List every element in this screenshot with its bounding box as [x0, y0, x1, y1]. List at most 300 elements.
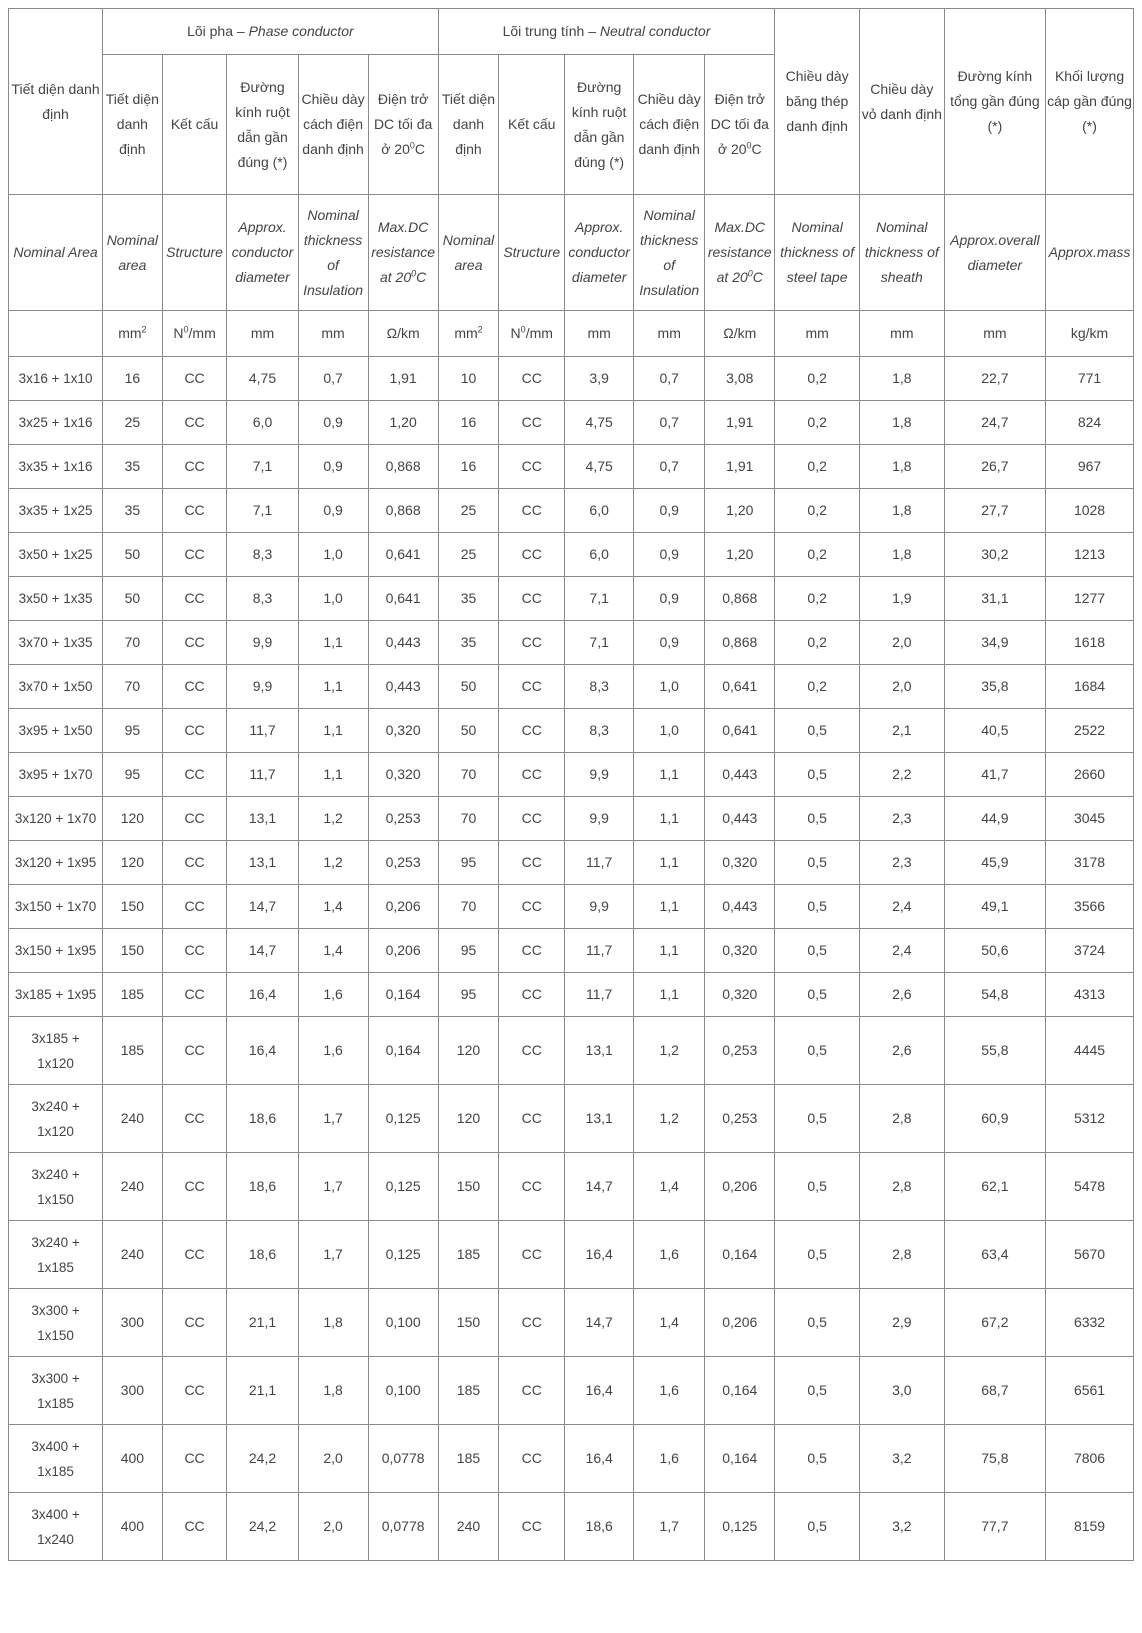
unit-steel-tape: mm: [775, 311, 860, 357]
table-row: [9, 401, 1134, 445]
sheath-cell: 1,9: [859, 577, 944, 621]
nominal-area-cell: 3x25 + 1x16: [9, 401, 103, 445]
phase-insulation-cell: 1,1: [298, 753, 368, 797]
neutral-diameter-cell: 16,4: [565, 1425, 634, 1493]
steel-tape-header-en: Nominal thickness of steel tape: [775, 195, 860, 311]
phase-area-cell: 300: [103, 1357, 163, 1425]
phase-insulation-cell: 0,7: [298, 357, 368, 401]
overall-diameter-cell: 67,2: [944, 1289, 1045, 1357]
neutral-resistance-cell: 0,206: [705, 1153, 775, 1221]
phase-diameter-cell: 24,2: [227, 1425, 298, 1493]
table-row: [9, 1085, 1134, 1153]
table-row: [9, 797, 1134, 841]
neutral-area-cell: 95: [438, 929, 499, 973]
phase-structure-cell: CC: [162, 753, 227, 797]
neutral-insulation-cell: 1,0: [634, 709, 705, 753]
neutral-insulation-cell: 0,9: [634, 577, 705, 621]
steel-tape-cell: 0,5: [775, 1017, 860, 1085]
neutral-diameter-cell: 3,9: [565, 357, 634, 401]
neutral-resistance-cell: 1,91: [705, 401, 775, 445]
nominal-area-header-en: Nominal Area: [9, 195, 103, 311]
neutral-insulation-cell: 1,4: [634, 1153, 705, 1221]
sheath-cell: 3,0: [859, 1357, 944, 1425]
nominal-area-cell: 3x16 + 1x10: [9, 357, 103, 401]
unit-mass: kg/km: [1046, 311, 1134, 357]
overall-diameter-cell: 22,7: [944, 357, 1045, 401]
neutral-structure-cell: CC: [499, 1221, 565, 1289]
mass-cell: 3724: [1046, 929, 1134, 973]
mass-cell: 1277: [1046, 577, 1134, 621]
overall-diameter-cell: 34,9: [944, 621, 1045, 665]
phase-structure-cell: CC: [162, 1425, 227, 1493]
phase-group-label-en: Phase conductor: [248, 23, 354, 39]
nominal-area-cell: 3x35 + 1x25: [9, 489, 103, 533]
phase-structure-cell: CC: [162, 1493, 227, 1561]
phase-insulation-cell: 1,7: [298, 1153, 368, 1221]
nominal-area-cell: 3x120 + 1x95: [9, 841, 103, 885]
nominal-area-cell: 3x35 + 1x16: [9, 445, 103, 489]
nominal-area-cell: 3x400 + 1x240: [9, 1493, 103, 1561]
phase-area-cell: 120: [103, 841, 163, 885]
phase-diameter-cell: 11,7: [227, 753, 298, 797]
mass-header-en: Approx.mass: [1046, 195, 1134, 311]
steel-tape-cell: 0,5: [775, 1153, 860, 1221]
table-row: [9, 1493, 1134, 1561]
nominal-area-cell: 3x185 + 1x120: [9, 1017, 103, 1085]
phase-diameter-cell: 18,6: [227, 1085, 298, 1153]
phase-area-header-en: Nominal area: [103, 195, 163, 311]
neutral-diameter-cell: 9,9: [565, 753, 634, 797]
phase-area-cell: 120: [103, 797, 163, 841]
phase-insulation-cell: 1,4: [298, 929, 368, 973]
table-body: [9, 357, 1134, 1561]
neutral-diameter-cell: 13,1: [565, 1085, 634, 1153]
neutral-diameter-cell: 8,3: [565, 709, 634, 753]
neutral-structure-cell: CC: [499, 577, 565, 621]
sheath-cell: 2,8: [859, 1221, 944, 1289]
unit-phase-insulation: mm: [298, 311, 368, 357]
phase-area-cell: 240: [103, 1221, 163, 1289]
neutral-structure-cell: CC: [499, 929, 565, 973]
phase-diameter-cell: 8,3: [227, 577, 298, 621]
table-row: [9, 1153, 1134, 1221]
phase-insulation-cell: 1,1: [298, 709, 368, 753]
mass-cell: 5670: [1046, 1221, 1134, 1289]
neutral-area-cell: 50: [438, 709, 499, 753]
cable-spec-table: [8, 8, 1134, 1561]
overall-diameter-cell: 45,9: [944, 841, 1045, 885]
sheath-cell: 2,4: [859, 885, 944, 929]
neutral-diameter-cell: 6,0: [565, 533, 634, 577]
neutral-insulation-cell: 1,2: [634, 1017, 705, 1085]
mass-cell: 4313: [1046, 973, 1134, 1017]
mass-cell: 5312: [1046, 1085, 1134, 1153]
neutral-resistance-cell: 0,320: [705, 973, 775, 1017]
phase-insulation-cell: 1,0: [298, 533, 368, 577]
phase-resistance-cell: 0,868: [368, 445, 438, 489]
nominal-area-cell: 3x240 + 1x120: [9, 1085, 103, 1153]
unit-sheath: mm: [859, 311, 944, 357]
phase-resistance-cell: 0,164: [368, 973, 438, 1017]
phase-insulation-cell: 1,4: [298, 885, 368, 929]
neutral-insulation-cell: 1,2: [634, 1085, 705, 1153]
overall-diameter-cell: 55,8: [944, 1017, 1045, 1085]
phase-group-label-vi: Lõi pha –: [187, 23, 249, 39]
neutral-resistance-cell: 1,20: [705, 489, 775, 533]
nominal-area-cell: 3x300 + 1x150: [9, 1289, 103, 1357]
neutral-insulation-cell: 1,6: [634, 1221, 705, 1289]
overall-diameter-cell: 75,8: [944, 1425, 1045, 1493]
neutral-diameter-cell: 6,0: [565, 489, 634, 533]
neutral-resistance-cell: 0,443: [705, 797, 775, 841]
neutral-diameter-cell: 11,7: [565, 973, 634, 1017]
phase-resistance-cell: 0,868: [368, 489, 438, 533]
phase-insulation-cell: 1,7: [298, 1085, 368, 1153]
sheath-cell: 2,3: [859, 797, 944, 841]
phase-insulation-cell: 1,2: [298, 797, 368, 841]
neutral-structure-cell: CC: [499, 753, 565, 797]
neutral-insulation-cell: 0,9: [634, 533, 705, 577]
table-row: [9, 709, 1134, 753]
unit-neutral-insulation: mm: [634, 311, 705, 357]
table-row: [9, 1017, 1134, 1085]
neutral-resistance-cell: 0,253: [705, 1017, 775, 1085]
nominal-area-cell: 3x70 + 1x50: [9, 665, 103, 709]
mass-cell: 2522: [1046, 709, 1134, 753]
phase-resistance-cell: 0,125: [368, 1085, 438, 1153]
nominal-area-cell: 3x240 + 1x150: [9, 1153, 103, 1221]
phase-structure-cell: CC: [162, 1085, 227, 1153]
mass-cell: 6561: [1046, 1357, 1134, 1425]
overall-diameter-cell: 54,8: [944, 973, 1045, 1017]
table-row: [9, 621, 1134, 665]
phase-area-cell: 35: [103, 489, 163, 533]
neutral-area-cell: 185: [438, 1357, 499, 1425]
phase-insulation-cell: 0,9: [298, 445, 368, 489]
neutral-insulation-cell: 1,1: [634, 841, 705, 885]
table-row: [9, 885, 1134, 929]
table-row: [9, 1357, 1134, 1425]
phase-insulation-cell: 1,8: [298, 1357, 368, 1425]
sheath-cell: 2,0: [859, 621, 944, 665]
neutral-insulation-header-vi: Chiều dày cách điện danh định: [634, 55, 705, 195]
overall-diameter-cell: 63,4: [944, 1221, 1045, 1289]
neutral-area-cell: 185: [438, 1221, 499, 1289]
neutral-structure-cell: CC: [499, 973, 565, 1017]
overall-diameter-cell: 77,7: [944, 1493, 1045, 1561]
phase-resistance-cell: 0,443: [368, 665, 438, 709]
neutral-diameter-cell: 4,75: [565, 445, 634, 489]
overall-diameter-cell: 27,7: [944, 489, 1045, 533]
phase-diameter-cell: 14,7: [227, 885, 298, 929]
neutral-resistance-cell: 0,320: [705, 929, 775, 973]
phase-diameter-cell: 18,6: [227, 1153, 298, 1221]
phase-resistance-cell: 0,206: [368, 885, 438, 929]
phase-insulation-cell: 2,0: [298, 1493, 368, 1561]
phase-area-cell: 25: [103, 401, 163, 445]
neutral-structure-cell: CC: [499, 489, 565, 533]
overall-diameter-cell: 60,9: [944, 1085, 1045, 1153]
steel-tape-cell: 0,2: [775, 401, 860, 445]
nominal-area-header-vi: Tiết diện danh định: [9, 9, 103, 195]
phase-insulation-cell: 1,8: [298, 1289, 368, 1357]
neutral-diameter-cell: 9,9: [565, 885, 634, 929]
neutral-insulation-cell: 0,9: [634, 621, 705, 665]
phase-diameter-cell: 7,1: [227, 489, 298, 533]
phase-structure-cell: CC: [162, 401, 227, 445]
phase-structure-cell: CC: [162, 357, 227, 401]
phase-insulation-cell: 1,6: [298, 1017, 368, 1085]
phase-area-cell: 95: [103, 709, 163, 753]
steel-tape-cell: 0,5: [775, 1493, 860, 1561]
overall-diameter-cell: 50,6: [944, 929, 1045, 973]
overall-diameter-cell: 30,2: [944, 533, 1045, 577]
mass-header-vi: Khối lượng cáp gần đúng (*): [1046, 9, 1134, 195]
neutral-insulation-cell: 1,1: [634, 929, 705, 973]
steel-tape-cell: 0,5: [775, 929, 860, 973]
phase-diameter-cell: 8,3: [227, 533, 298, 577]
phase-diameter-cell: 11,7: [227, 709, 298, 753]
phase-resistance-cell: 0,125: [368, 1153, 438, 1221]
neutral-resistance-cell: 0,164: [705, 1357, 775, 1425]
neutral-insulation-cell: 0,7: [634, 357, 705, 401]
phase-insulation-cell: 1,7: [298, 1221, 368, 1289]
neutral-structure-cell: CC: [499, 797, 565, 841]
phase-resistance-cell: 0,100: [368, 1357, 438, 1425]
neutral-structure-cell: CC: [499, 665, 565, 709]
phase-resistance-cell: 0,100: [368, 1289, 438, 1357]
phase-insulation-cell: 0,9: [298, 489, 368, 533]
phase-structure-cell: CC: [162, 577, 227, 621]
nominal-area-cell: 3x400 + 1x185: [9, 1425, 103, 1493]
phase-diameter-cell: 6,0: [227, 401, 298, 445]
neutral-diameter-cell: 16,4: [565, 1357, 634, 1425]
neutral-diameter-cell: 11,7: [565, 929, 634, 973]
table-row: [9, 665, 1134, 709]
neutral-area-cell: 70: [438, 753, 499, 797]
phase-resistance-cell: 0,641: [368, 533, 438, 577]
neutral-area-cell: 16: [438, 401, 499, 445]
phase-structure-cell: CC: [162, 841, 227, 885]
neutral-diameter-cell: 8,3: [565, 665, 634, 709]
table-row: [9, 841, 1134, 885]
mass-cell: 1028: [1046, 489, 1134, 533]
nominal-area-cell: 3x185 + 1x95: [9, 973, 103, 1017]
phase-resistance-cell: 0,320: [368, 753, 438, 797]
nominal-area-cell: 3x50 + 1x35: [9, 577, 103, 621]
phase-resistance-header-vi: Điện trở DC tối đa ở $20^0C$: [368, 55, 438, 195]
phase-resistance-cell: 1,91: [368, 357, 438, 401]
phase-diameter-cell: 21,1: [227, 1357, 298, 1425]
neutral-area-cell: 240: [438, 1493, 499, 1561]
phase-structure-cell: CC: [162, 621, 227, 665]
mass-cell: 3045: [1046, 797, 1134, 841]
mass-cell: 4445: [1046, 1017, 1134, 1085]
phase-diameter-cell: 7,1: [227, 445, 298, 489]
neutral-resistance-cell: 1,20: [705, 533, 775, 577]
unit-phase-structure: $N^0/mm$: [162, 311, 227, 357]
phase-resistance-cell: 0,206: [368, 929, 438, 973]
neutral-area-cell: 25: [438, 533, 499, 577]
neutral-area-cell: 120: [438, 1017, 499, 1085]
overall-diameter-cell: 26,7: [944, 445, 1045, 489]
table-row: [9, 1425, 1134, 1493]
steel-tape-cell: 0,2: [775, 445, 860, 489]
sheath-cell: 1,8: [859, 489, 944, 533]
sheath-cell: 1,8: [859, 445, 944, 489]
neutral-diameter-cell: 14,7: [565, 1153, 634, 1221]
phase-insulation-cell: 1,1: [298, 665, 368, 709]
phase-diameter-cell: 9,9: [227, 665, 298, 709]
overall-diameter-cell: 49,1: [944, 885, 1045, 929]
table-row: [9, 357, 1134, 401]
phase-diameter-cell: 24,2: [227, 1493, 298, 1561]
neutral-insulation-cell: 1,1: [634, 973, 705, 1017]
phase-resistance-cell: 0,253: [368, 797, 438, 841]
neutral-structure-cell: CC: [499, 621, 565, 665]
unit-overall-diameter: mm: [944, 311, 1045, 357]
phase-resistance-cell: 1,20: [368, 401, 438, 445]
phase-resistance-cell: 0,164: [368, 1017, 438, 1085]
phase-structure-cell: CC: [162, 1221, 227, 1289]
neutral-resistance-cell: 0,641: [705, 709, 775, 753]
phase-area-cell: 400: [103, 1493, 163, 1561]
neutral-resistance-cell: 0,164: [705, 1221, 775, 1289]
sheath-cell: 2,2: [859, 753, 944, 797]
neutral-insulation-cell: 0,7: [634, 401, 705, 445]
neutral-area-cell: 150: [438, 1153, 499, 1221]
neutral-structure-cell: CC: [499, 1493, 565, 1561]
steel-tape-cell: 0,5: [775, 1221, 860, 1289]
phase-area-cell: 240: [103, 1085, 163, 1153]
steel-tape-header-vi: Chiều dày băng thép danh định: [775, 9, 860, 195]
sheath-cell: 2,8: [859, 1153, 944, 1221]
phase-insulation-cell: 0,9: [298, 401, 368, 445]
overall-diameter-cell: 44,9: [944, 797, 1045, 841]
neutral-structure-cell: CC: [499, 357, 565, 401]
nominal-area-cell: 3x150 + 1x95: [9, 929, 103, 973]
neutral-diameter-cell: 7,1: [565, 621, 634, 665]
sheath-cell: 1,8: [859, 533, 944, 577]
neutral-insulation-cell: 1,6: [634, 1357, 705, 1425]
neutral-area-cell: 35: [438, 621, 499, 665]
phase-insulation-cell: 2,0: [298, 1425, 368, 1493]
phase-structure-cell: CC: [162, 1357, 227, 1425]
phase-area-cell: 185: [103, 973, 163, 1017]
phase-structure-header-vi: Kết cấu: [162, 55, 227, 195]
phase-diameter-cell: 14,7: [227, 929, 298, 973]
neutral-structure-cell: CC: [499, 533, 565, 577]
phase-structure-cell: CC: [162, 445, 227, 489]
phase-area-cell: 150: [103, 885, 163, 929]
neutral-diameter-cell: 13,1: [565, 1017, 634, 1085]
neutral-area-cell: 95: [438, 973, 499, 1017]
neutral-resistance-cell: 0,320: [705, 841, 775, 885]
sheath-cell: 1,8: [859, 357, 944, 401]
nominal-area-cell: 3x95 + 1x70: [9, 753, 103, 797]
phase-structure-cell: CC: [162, 533, 227, 577]
phase-resistance-cell: 0,253: [368, 841, 438, 885]
phase-diameter-cell: 9,9: [227, 621, 298, 665]
phase-insulation-header-en: Nominal thickness of Insulation: [298, 195, 368, 311]
steel-tape-cell: 0,2: [775, 357, 860, 401]
neutral-insulation-header-en: Nominal thickness of Insulation: [634, 195, 705, 311]
phase-structure-cell: CC: [162, 1153, 227, 1221]
neutral-insulation-cell: 1,1: [634, 797, 705, 841]
neutral-structure-cell: CC: [499, 1289, 565, 1357]
unit-neutral-resistance: Ω/km: [705, 311, 775, 357]
neutral-structure-cell: CC: [499, 1085, 565, 1153]
phase-resistance-header-en: Max.DC resistance at $20^0C$: [368, 195, 438, 311]
unit-phase-diameter: mm: [227, 311, 298, 357]
phase-diameter-cell: 13,1: [227, 841, 298, 885]
sheath-cell: 2,3: [859, 841, 944, 885]
steel-tape-cell: 0,5: [775, 709, 860, 753]
mass-cell: 3566: [1046, 885, 1134, 929]
neutral-area-cell: 70: [438, 797, 499, 841]
phase-area-header-vi: Tiết diện danh định: [103, 55, 163, 195]
neutral-insulation-cell: 1,0: [634, 665, 705, 709]
overall-diameter-cell: 68,7: [944, 1357, 1045, 1425]
phase-area-cell: 185: [103, 1017, 163, 1085]
overall-diameter-cell: 31,1: [944, 577, 1045, 621]
mass-cell: 6332: [1046, 1289, 1134, 1357]
sheath-header-en: Nominal thickness of sheath: [859, 195, 944, 311]
sheath-cell: 2,6: [859, 973, 944, 1017]
phase-diameter-cell: 21,1: [227, 1289, 298, 1357]
phase-area-cell: 70: [103, 665, 163, 709]
phase-resistance-cell: 0,0778: [368, 1425, 438, 1493]
neutral-area-cell: 95: [438, 841, 499, 885]
neutral-diameter-cell: 7,1: [565, 577, 634, 621]
phase-structure-cell: CC: [162, 885, 227, 929]
overall-diameter-cell: 41,7: [944, 753, 1045, 797]
nominal-area-cell: 3x120 + 1x70: [9, 797, 103, 841]
neutral-area-cell: 120: [438, 1085, 499, 1153]
neutral-area-cell: 16: [438, 445, 499, 489]
sheath-cell: 2,1: [859, 709, 944, 753]
nominal-area-cell: 3x70 + 1x35: [9, 621, 103, 665]
neutral-diameter-cell: 11,7: [565, 841, 634, 885]
mass-cell: 967: [1046, 445, 1134, 489]
neutral-resistance-cell: 0,868: [705, 577, 775, 621]
steel-tape-cell: 0,2: [775, 665, 860, 709]
neutral-structure-cell: CC: [499, 885, 565, 929]
phase-insulation-header-vi: Chiều dày cách điện danh định: [298, 55, 368, 195]
table-row: [9, 973, 1134, 1017]
overall-diameter-header-vi: Đường kính tổng gần đúng (*): [944, 9, 1045, 195]
phase-resistance-cell: 0,320: [368, 709, 438, 753]
steel-tape-cell: 0,5: [775, 1085, 860, 1153]
neutral-resistance-cell: 0,443: [705, 753, 775, 797]
neutral-resistance-cell: 0,125: [705, 1493, 775, 1561]
neutral-structure-cell: CC: [499, 1425, 565, 1493]
neutral-resistance-cell: 0,868: [705, 621, 775, 665]
steel-tape-cell: 0,2: [775, 621, 860, 665]
mass-cell: 824: [1046, 401, 1134, 445]
steel-tape-cell: 0,5: [775, 797, 860, 841]
mass-cell: 771: [1046, 357, 1134, 401]
neutral-structure-cell: CC: [499, 1017, 565, 1085]
mass-cell: 8159: [1046, 1493, 1134, 1561]
nominal-area-cell: 3x240 + 1x185: [9, 1221, 103, 1289]
neutral-resistance-cell: 1,91: [705, 445, 775, 489]
table-row: [9, 1221, 1134, 1289]
mass-cell: 1213: [1046, 533, 1134, 577]
phase-diameter-cell: 16,4: [227, 973, 298, 1017]
phase-insulation-cell: 1,0: [298, 577, 368, 621]
mass-cell: 1618: [1046, 621, 1134, 665]
